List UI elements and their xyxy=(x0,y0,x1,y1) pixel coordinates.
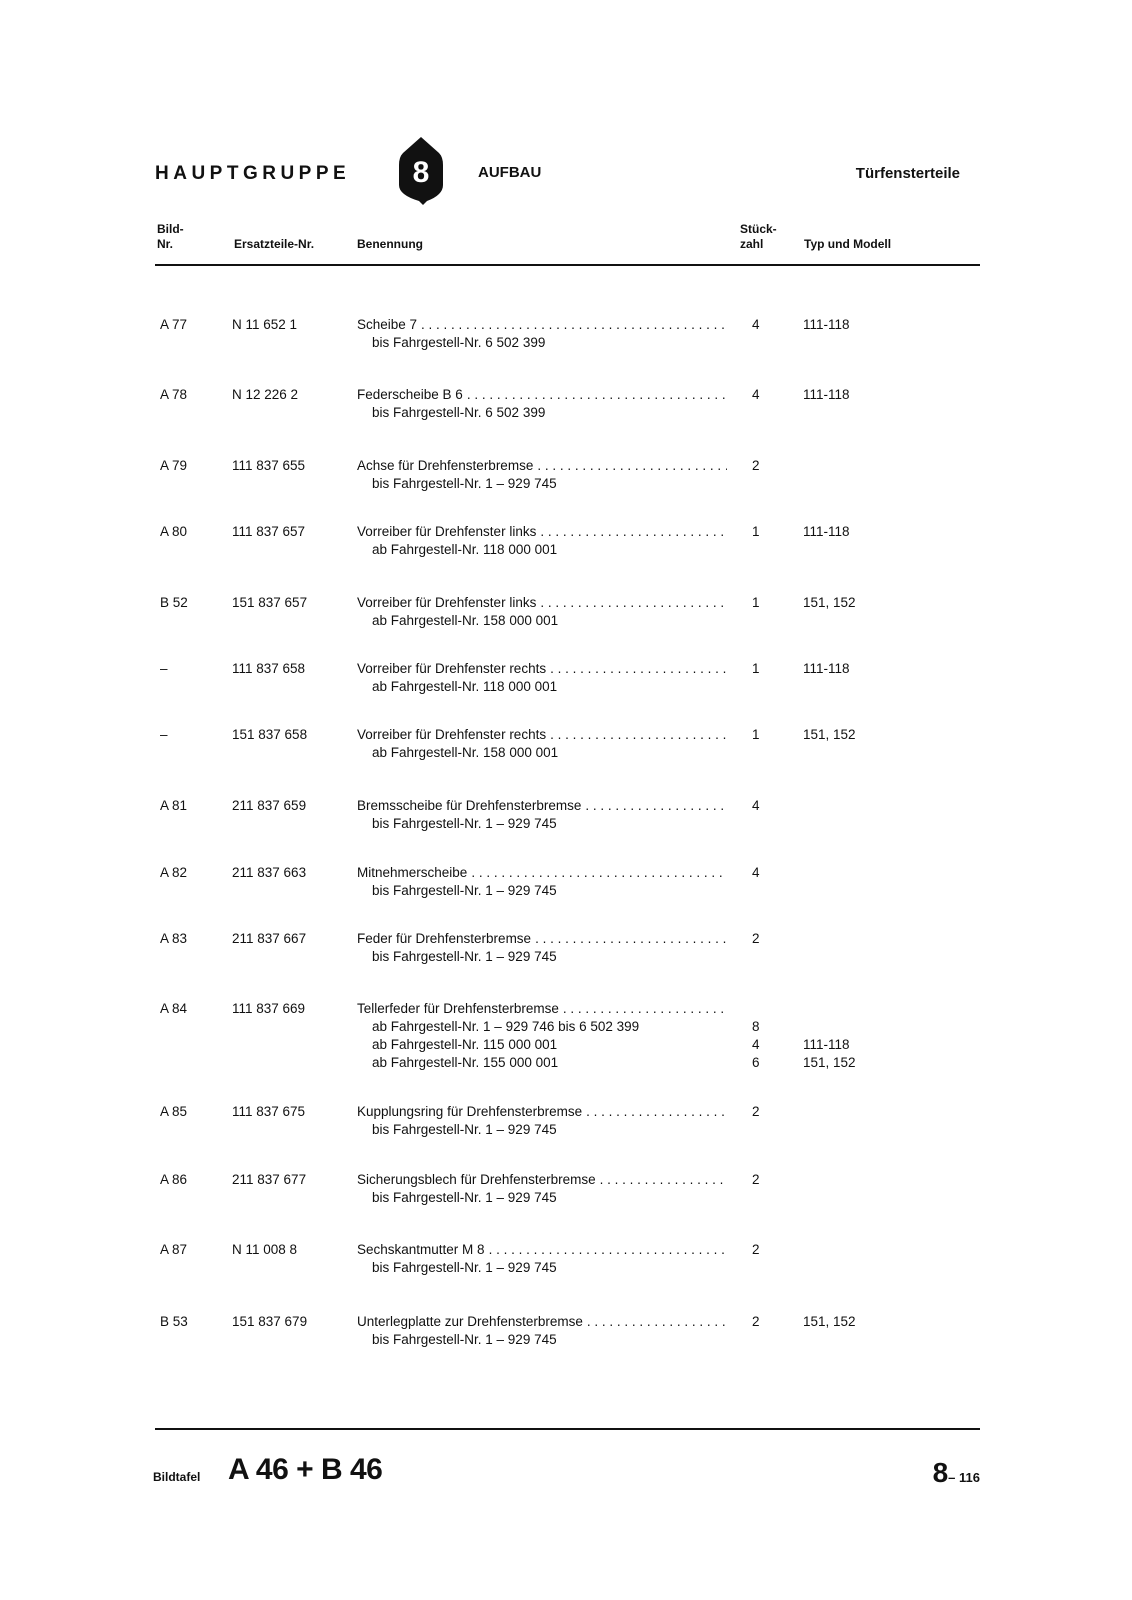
column-header-stueckzahl: Stück- zahl xyxy=(740,222,777,251)
benennung xyxy=(357,798,727,813)
typ-und-modell: 151, 152 xyxy=(803,595,856,610)
page-number-sub: – 116 xyxy=(948,1470,980,1485)
fahrgestell-range: bis Fahrgestell-Nr. 1 – 929 745 xyxy=(372,883,557,898)
stueckzahl: 4 xyxy=(752,798,760,813)
leader-dots xyxy=(535,931,727,946)
bild-nr: A 79 xyxy=(160,458,188,473)
leader-dots xyxy=(540,524,727,539)
bild-nr: A 77 xyxy=(160,317,188,332)
benennung xyxy=(357,595,727,610)
table-row xyxy=(0,798,1132,858)
benennung-text: Sicherungsblech für Drehfensterbremse xyxy=(357,1172,596,1187)
leader-dots xyxy=(550,727,727,742)
table-row xyxy=(0,595,1132,655)
bild-nr: A 85 xyxy=(160,1104,188,1119)
stueckzahl: 4 xyxy=(752,387,760,402)
leader-dots xyxy=(467,387,727,402)
fahrgestell-range: ab Fahrgestell-Nr. 118 000 001 xyxy=(372,679,558,694)
fahrgestell-range: ab Fahrgestell-Nr. 115 000 001 xyxy=(372,1037,558,1052)
table-row xyxy=(0,524,1132,584)
table-row xyxy=(0,1314,1132,1374)
group-number-badge-icon xyxy=(397,135,445,207)
ersatzteil-nr: 111 837 655 xyxy=(232,458,306,473)
ersatzteil-nr: 111 837 669 xyxy=(232,1001,306,1016)
benennung-text: Mitnehmerscheibe xyxy=(357,865,468,880)
ersatzteil-nr: 211 837 677 xyxy=(232,1172,307,1187)
subsection-title: Türfensterteile xyxy=(855,165,960,182)
leader-dots xyxy=(421,317,727,332)
benennung xyxy=(357,1104,727,1119)
typ-und-modell: 111-118 xyxy=(803,1037,850,1052)
stueckzahl: 8 xyxy=(752,1019,760,1034)
table-row xyxy=(0,727,1132,787)
ersatzteil-nr: N 12 226 2 xyxy=(232,387,299,402)
bild-nr: B 52 xyxy=(160,595,188,610)
stueckzahl: 2 xyxy=(752,1314,760,1329)
stueckzahl: 6 xyxy=(752,1055,760,1070)
bild-nr: A 86 xyxy=(160,1172,188,1187)
bildtafel-label: Bildtafel xyxy=(153,1470,201,1484)
bild-nr: A 83 xyxy=(160,931,188,946)
benennung-text: Sechskantmutter M 8 xyxy=(357,1242,485,1257)
table-row xyxy=(0,661,1132,721)
table-row xyxy=(0,931,1132,991)
typ-und-modell: 111-118 xyxy=(803,524,850,539)
fahrgestell-range: bis Fahrgestell-Nr. 1 – 929 745 xyxy=(372,1122,557,1137)
page-number xyxy=(933,1457,980,1489)
stueckzahl: 4 xyxy=(752,865,760,880)
stueckzahl: 4 xyxy=(752,1037,760,1052)
stueckzahl: 2 xyxy=(752,931,760,946)
stueckzahl: 1 xyxy=(752,661,760,676)
fahrgestell-range: bis Fahrgestell-Nr. 1 – 929 745 xyxy=(372,816,557,831)
benennung xyxy=(357,387,727,402)
fahrgestell-range: ab Fahrgestell-Nr. 118 000 001 xyxy=(372,542,558,557)
fahrgestell-range: ab Fahrgestell-Nr. 158 000 001 xyxy=(372,745,559,760)
fahrgestell-range: bis Fahrgestell-Nr. 1 – 929 745 xyxy=(372,1332,557,1347)
bild-nr: B 53 xyxy=(160,1314,188,1329)
leader-dots xyxy=(563,1001,727,1016)
column-header-bild-nr: Bild- Nr. xyxy=(157,222,184,251)
leader-dots xyxy=(471,865,727,880)
section-title: AUFBAU xyxy=(478,164,542,181)
fahrgestell-range: ab Fahrgestell-Nr. 158 000 001 xyxy=(372,613,559,628)
group-number: 8 xyxy=(412,156,430,189)
benennung xyxy=(357,1172,727,1187)
benennung xyxy=(357,317,727,332)
fahrgestell-range: bis Fahrgestell-Nr. 1 – 929 745 xyxy=(372,1260,557,1275)
leader-dots xyxy=(586,1104,727,1119)
benennung-text: Vorreiber für Drehfenster links xyxy=(357,524,537,539)
leader-dots xyxy=(585,798,727,813)
benennung xyxy=(357,1314,727,1329)
bild-nr: – xyxy=(160,661,168,676)
stueckzahl: 2 xyxy=(752,1242,760,1257)
fahrgestell-range: bis Fahrgestell-Nr. 1 – 929 745 xyxy=(372,1190,557,1205)
benennung-text: Bremsscheibe für Drehfensterbremse xyxy=(357,798,582,813)
benennung xyxy=(357,661,727,676)
benennung-text: Tellerfeder für Drehfensterbremse xyxy=(357,1001,559,1016)
typ-und-modell: 111-118 xyxy=(803,661,850,676)
benennung-text: Achse für Drehfensterbremse xyxy=(357,458,534,473)
fahrgestell-range: bis Fahrgestell-Nr. 6 502 399 xyxy=(372,405,546,420)
bildtafel-value: A 46 + B 46 xyxy=(228,1453,383,1486)
leader-dots xyxy=(600,1172,727,1187)
fahrgestell-range: bis Fahrgestell-Nr. 1 – 929 745 xyxy=(372,476,557,491)
main-group-title: HAUPTGRUPPE xyxy=(155,163,351,184)
column-header-ersatzteil-nr: Ersatzteile-Nr. xyxy=(234,237,315,251)
table-row xyxy=(0,1172,1132,1232)
stueckzahl: 2 xyxy=(752,1104,760,1119)
typ-und-modell: 151, 152 xyxy=(803,1055,856,1070)
leader-dots xyxy=(550,661,727,676)
bild-nr: – xyxy=(160,727,168,742)
table-row xyxy=(0,865,1132,925)
ersatzteil-nr: 111 837 658 xyxy=(232,661,306,676)
ersatzteil-nr: 151 837 657 xyxy=(232,595,308,610)
stueckzahl: 1 xyxy=(752,727,760,742)
table-row xyxy=(0,1104,1132,1164)
fahrgestell-range: bis Fahrgestell-Nr. 1 – 929 745 xyxy=(372,949,557,964)
benennung-text: Feder für Drehfensterbremse xyxy=(357,931,532,946)
benennung-text: Scheibe 7 xyxy=(357,317,418,332)
leader-dots xyxy=(540,595,727,610)
bild-nr: A 80 xyxy=(160,524,188,539)
typ-und-modell: 151, 152 xyxy=(803,1314,856,1329)
footer-divider xyxy=(155,1428,980,1430)
ersatzteil-nr: 211 837 667 xyxy=(232,931,307,946)
typ-und-modell: 111-118 xyxy=(803,317,850,332)
stueckzahl: 2 xyxy=(752,1172,760,1187)
benennung xyxy=(357,524,727,539)
fahrgestell-range: bis Fahrgestell-Nr. 6 502 399 xyxy=(372,335,546,350)
leader-dots xyxy=(489,1242,727,1257)
benennung xyxy=(357,1001,727,1016)
ersatzteil-nr: 151 837 679 xyxy=(232,1314,308,1329)
table-row xyxy=(0,458,1132,518)
stueckzahl: 1 xyxy=(752,524,760,539)
ersatzteil-nr: N 11 008 8 xyxy=(232,1242,298,1257)
leader-dots xyxy=(587,1314,727,1329)
ersatzteil-nr: 211 837 659 xyxy=(232,798,307,813)
bild-nr: A 78 xyxy=(160,387,188,402)
benennung-text: Federscheibe B 6 xyxy=(357,387,463,402)
typ-und-modell: 151, 152 xyxy=(803,727,856,742)
fahrgestell-range: ab Fahrgestell-Nr. 155 000 001 xyxy=(372,1055,559,1070)
column-header-typ-modell: Typ und Modell xyxy=(804,237,892,251)
bild-nr: A 84 xyxy=(160,1001,188,1016)
benennung-text: Kupplungsring für Drehfensterbremse xyxy=(357,1104,583,1119)
typ-und-modell: 111-118 xyxy=(803,387,850,402)
benennung-text: Vorreiber für Drehfenster rechts xyxy=(357,661,547,676)
bild-nr: A 81 xyxy=(160,798,188,813)
benennung xyxy=(357,1242,727,1257)
ersatzteil-nr: 111 837 657 xyxy=(232,524,306,539)
benennung xyxy=(357,727,727,742)
benennung-text: Vorreiber für Drehfenster links xyxy=(357,595,537,610)
stueckzahl: 1 xyxy=(752,595,760,610)
bild-nr: A 87 xyxy=(160,1242,188,1257)
bild-nr: A 82 xyxy=(160,865,188,880)
benennung xyxy=(357,865,727,880)
stueckzahl: 2 xyxy=(752,458,760,473)
ersatzteil-nr: N 11 652 1 xyxy=(232,317,298,332)
benennung-text: Unterlegplatte zur Drehfensterbremse xyxy=(357,1314,583,1329)
benennung xyxy=(357,931,727,946)
benennung xyxy=(357,458,727,473)
table-row xyxy=(0,317,1132,377)
column-header-benennung: Benennung xyxy=(357,237,423,251)
page-number-main: 8 xyxy=(932,1457,949,1488)
benennung-text: Vorreiber für Drehfenster rechts xyxy=(357,727,547,742)
fahrgestell-range: ab Fahrgestell-Nr. 1 – 929 746 bis 6 502 399 xyxy=(372,1019,640,1034)
header-divider xyxy=(155,264,980,266)
stueckzahl: 4 xyxy=(752,317,760,332)
leader-dots xyxy=(537,458,727,473)
table-row xyxy=(0,1242,1132,1302)
table-row xyxy=(0,387,1132,447)
ersatzteil-nr: 151 837 658 xyxy=(232,727,308,742)
ersatzteil-nr: 111 837 675 xyxy=(232,1104,306,1119)
ersatzteil-nr: 211 837 663 xyxy=(232,865,307,880)
table-row xyxy=(0,1001,1132,1070)
